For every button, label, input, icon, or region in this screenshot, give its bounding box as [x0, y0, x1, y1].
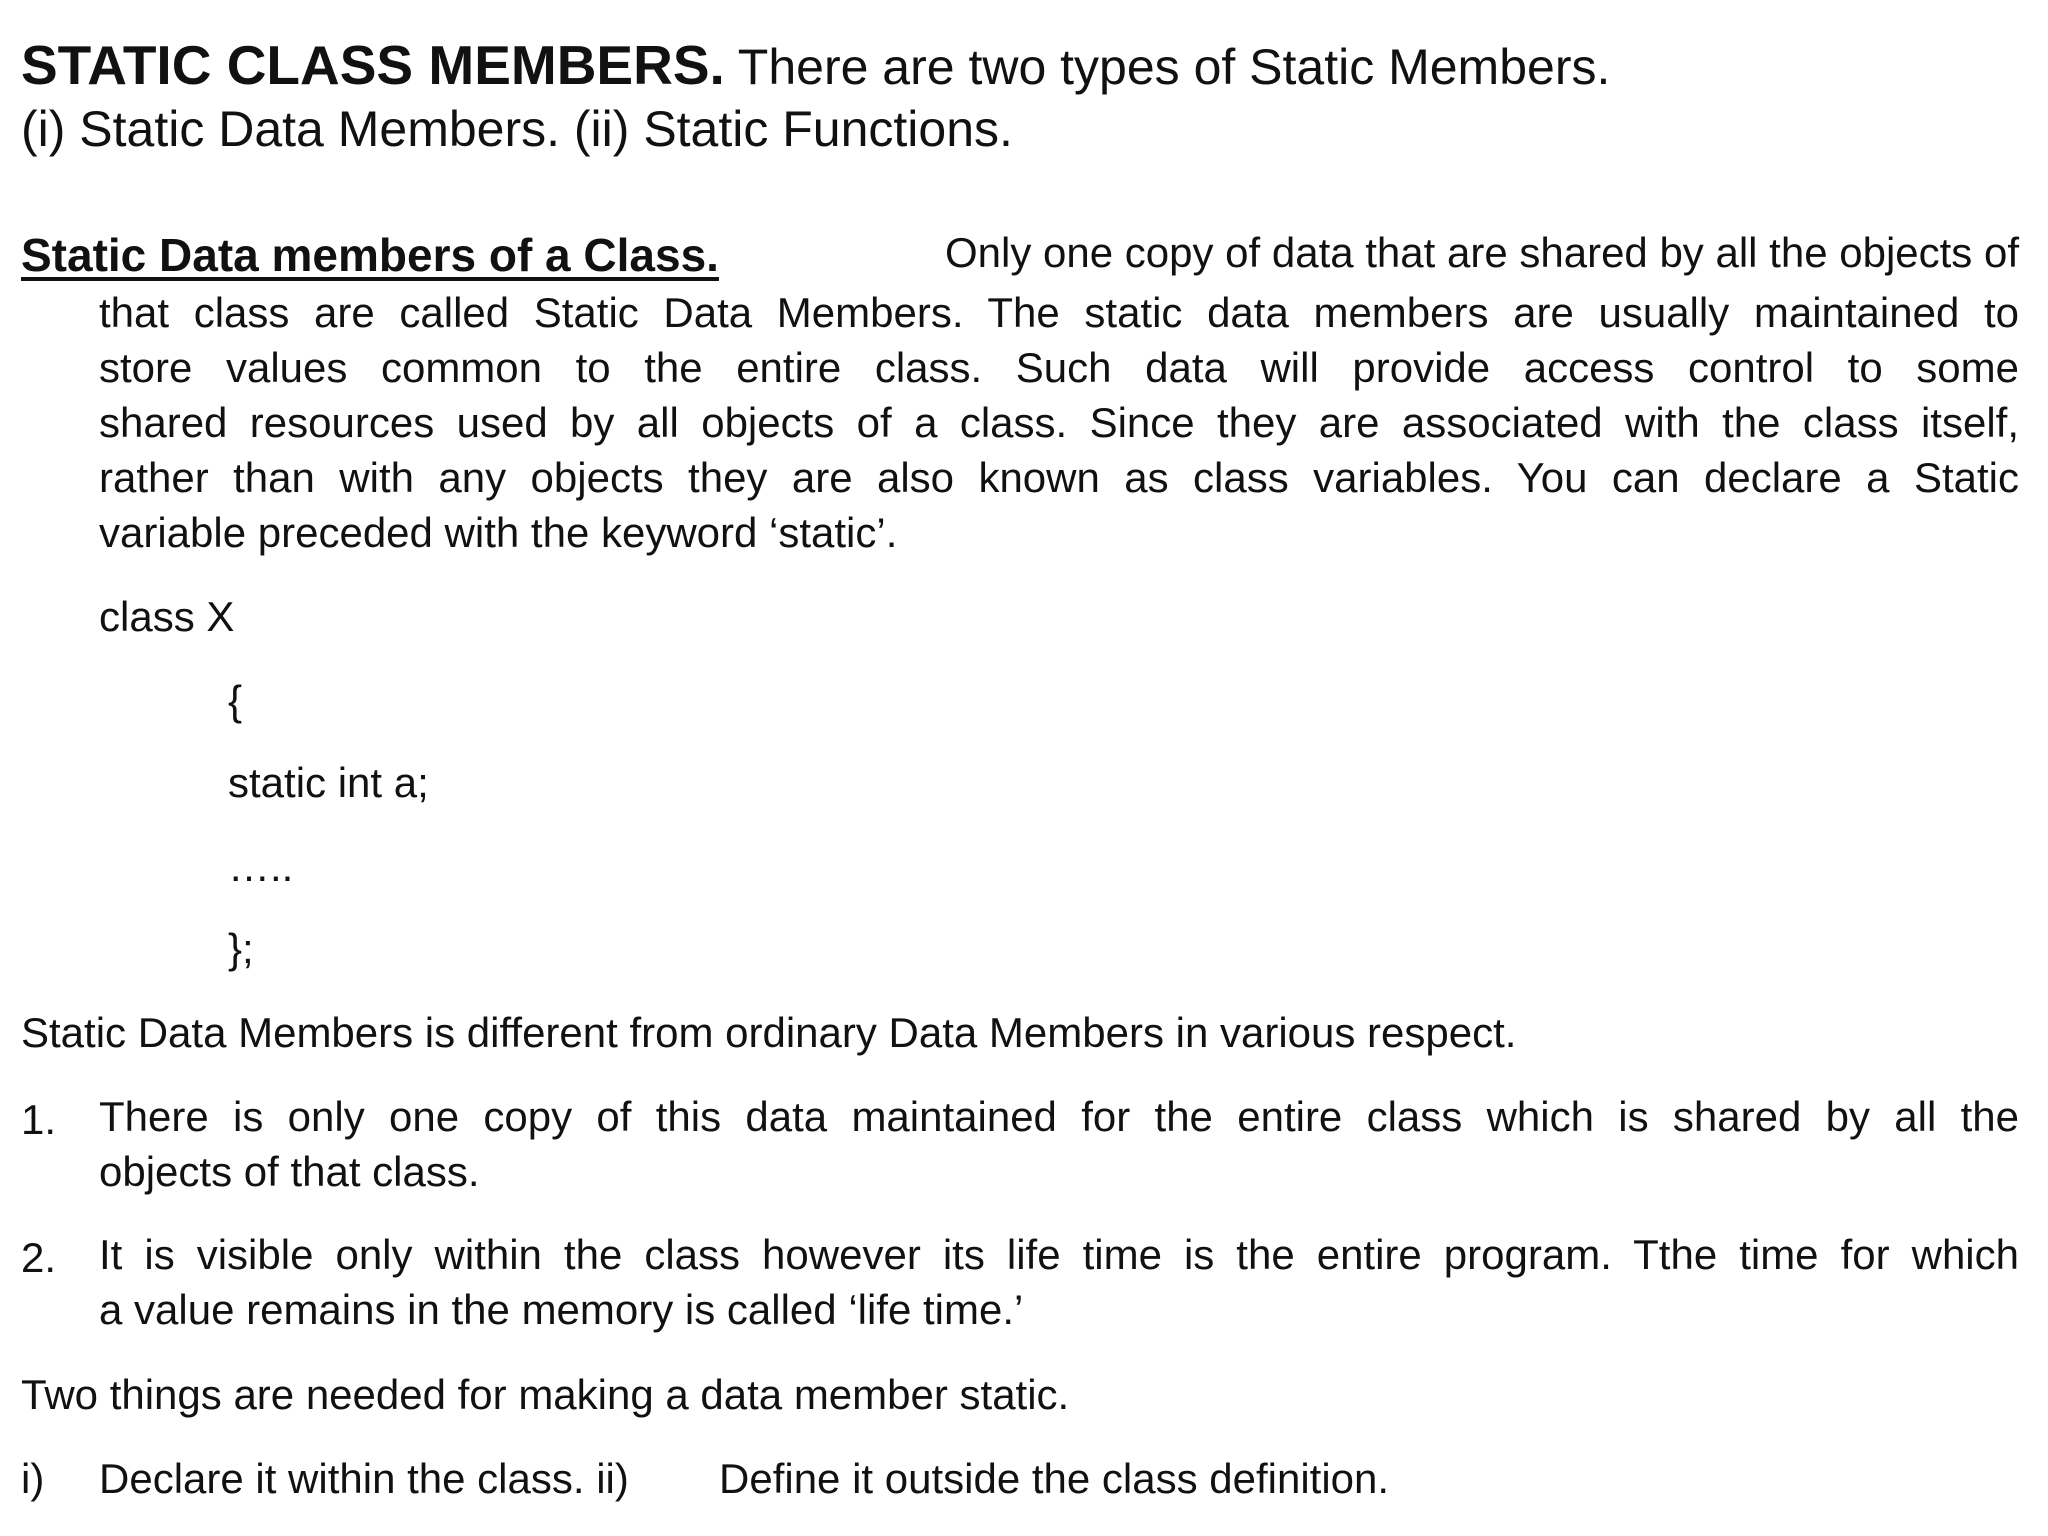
- needs-i-label: i): [21, 1455, 45, 1502]
- point-2-line-1: It is visible only within the class however its life time is the entire program. Tthe time for which: [99, 1231, 2019, 1278]
- point-2-line-2: a value remains in the memory is called ‘life time.’: [99, 1286, 1024, 1333]
- point-1-text: [99, 1089, 2019, 1199]
- heading-line: [21, 34, 1611, 96]
- static-member-types: (i) Static Data Members. (ii) Static Functions.: [21, 101, 1013, 157]
- heading-intro: There are two types of Static Members.: [724, 39, 1611, 95]
- code-line-2: {: [228, 677, 243, 724]
- section-line-1: Only one copy of data that are shared by all the objects of: [945, 229, 2019, 276]
- section-line-4: shared resources used by all objects of a class. Since they are associated with the class itself,: [99, 399, 2019, 446]
- section-paragraph: [99, 285, 2019, 560]
- section-first-line: [21, 229, 2019, 281]
- code-line-3: static int a;: [228, 759, 429, 806]
- needs-i-text: Declare it within the class. ii): [99, 1455, 629, 1502]
- point-2-text: [99, 1227, 2019, 1337]
- point-1-number: 1.: [21, 1096, 57, 1143]
- section-line-5: rather than with any objects they are also known as class variables. You can declare a Static: [99, 454, 2019, 501]
- section-line-3: store values common to the entire class. Such data will provide access control to some: [99, 344, 2019, 391]
- point-1-line-1: There is only one copy of this data maintained for the entire class which is shared by all the: [99, 1093, 2019, 1140]
- needs-intro: Two things are needed for making a data member static.: [21, 1371, 1070, 1418]
- section-line-6: variable preceded with the keyword ‘static’.: [99, 509, 898, 556]
- section-title: Static Data members of a Class.: [21, 229, 719, 281]
- difference-intro: Static Data Members is different from ordinary Data Members in various respect.: [21, 1009, 1517, 1056]
- needs-ii-text: Define it outside the class definition.: [719, 1455, 1390, 1502]
- section-line-2: that class are called Static Data Members. The static data members are usually maintained to: [99, 289, 2019, 336]
- point-2-number: 2.: [21, 1234, 57, 1281]
- point-1-line-2: objects of that class.: [99, 1148, 480, 1195]
- code-line-4: …..: [228, 843, 294, 890]
- code-line-5: };: [228, 925, 254, 972]
- code-line-1: class X: [99, 593, 235, 640]
- heading-title: STATIC CLASS MEMBERS.: [21, 34, 725, 96]
